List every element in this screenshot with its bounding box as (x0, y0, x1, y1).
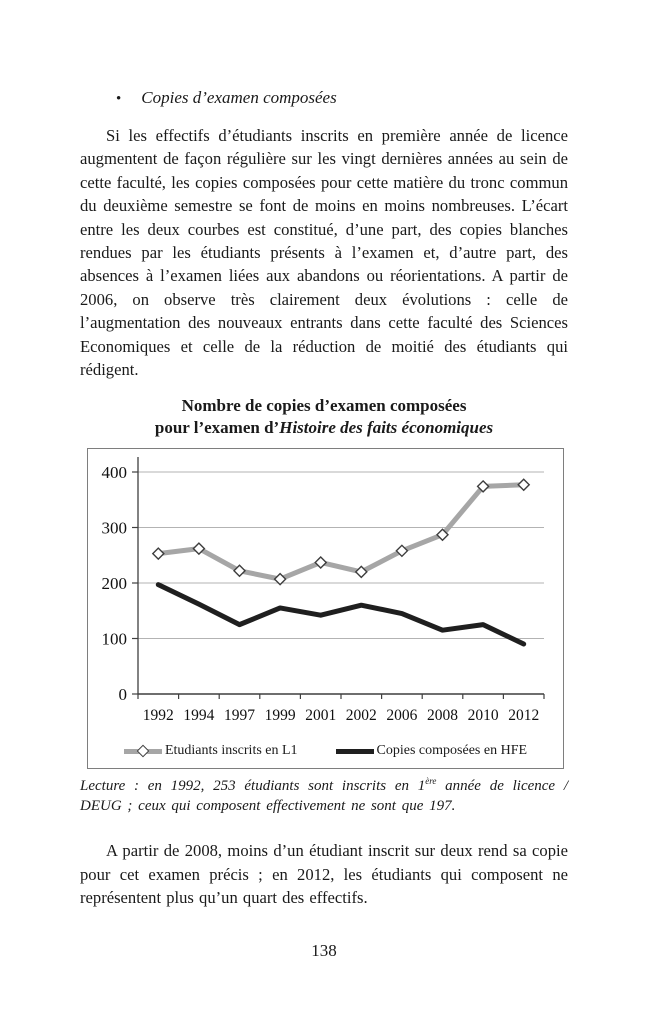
x-axis-tick-label: 2010 (467, 707, 499, 725)
legend-line-sample (124, 749, 162, 754)
legend-line-sample (336, 749, 374, 754)
chart-title (80, 395, 568, 439)
x-axis-tick-label: 1992 (142, 707, 174, 725)
legend-item (336, 743, 527, 759)
x-axis-tick-label: 2008 (427, 707, 458, 725)
y-axis-tick-label: 200 (101, 574, 127, 594)
reading-note: Lecture : en 1992, 253 étudiants sont inscrits en 1ère année de licence / DEUG ; ceux qui composent effectivement ne sont que 197. (80, 776, 569, 815)
series-line (158, 485, 523, 579)
x-axis-tick-label: 1997 (224, 707, 255, 725)
legend-diamond-marker (137, 745, 150, 758)
diamond-marker (518, 480, 529, 491)
x-axis-tick-label: 2002 (345, 707, 377, 725)
bullet-list-item (116, 86, 568, 111)
chart-title-italic-part: Histoire des faits économiques (279, 418, 494, 438)
y-axis-tick-label: 300 (101, 518, 127, 538)
chart-title-line1: Nombre de copies d’examen composées (181, 396, 467, 416)
paragraph-intro: Si les effectifs d’étudiants inscrits en première année de licence augmentent de façon régulière sur les vingt dernières années au sein de cette faculté, les copies composées pour cette matière du tronc commun du deuxième semestre se font de moins en moins nombreuses. L’écart entre les deux courbes est constitué, d’une part, des copies blanches rendues par les étudiants présents à l’examen et, d’autre part, des absences à l’examen liées aux abandons ou réorientations. A partir de 2006, on observe très clairement deux évolutions : celle de l’augmentation des nouveaux entrants dans cette faculté des Sciences Economiques et celle de la réduction de moitié des étudiants qui rédigent. (80, 126, 568, 380)
bullet-item-text: Copies d’examen composées (141, 88, 337, 107)
x-axis-tick-label: 2006 (386, 707, 418, 725)
chart-title-line2: pour l’examen d’Histoire des faits économiques (154, 418, 494, 438)
bullet-icon: • (116, 91, 122, 107)
x-axis-tick-label: 1999 (264, 707, 296, 725)
legend-label: Etudiants inscrits en L1 (164, 743, 298, 759)
chart-legend (88, 743, 563, 759)
paragraph-conclusion: A partir de 2008, moins d’un étudiant inscrit sur deux rend sa copie pour cet examen précis ; en 2012, les étudiants qui composent ne représentent plus qu’un quart des effectifs. (80, 841, 568, 908)
series-line (158, 585, 523, 644)
legend-item (124, 743, 298, 759)
x-axis-tick-label: 1994 (183, 707, 215, 725)
line-chart (87, 448, 564, 769)
page-number: 138 (311, 940, 337, 960)
legend-label: Copies composées en HFE (376, 743, 528, 759)
x-axis-tick-label: 2001 (305, 707, 337, 725)
chart-plot-area (88, 449, 563, 734)
y-axis-tick-label: 100 (101, 629, 127, 649)
diamond-marker (153, 549, 164, 560)
x-axis-tick-label: 2012 (508, 707, 540, 725)
superscript-ere: ère (425, 776, 437, 787)
y-axis-tick-label: 0 (118, 685, 127, 705)
y-axis-tick-label: 400 (101, 463, 127, 483)
